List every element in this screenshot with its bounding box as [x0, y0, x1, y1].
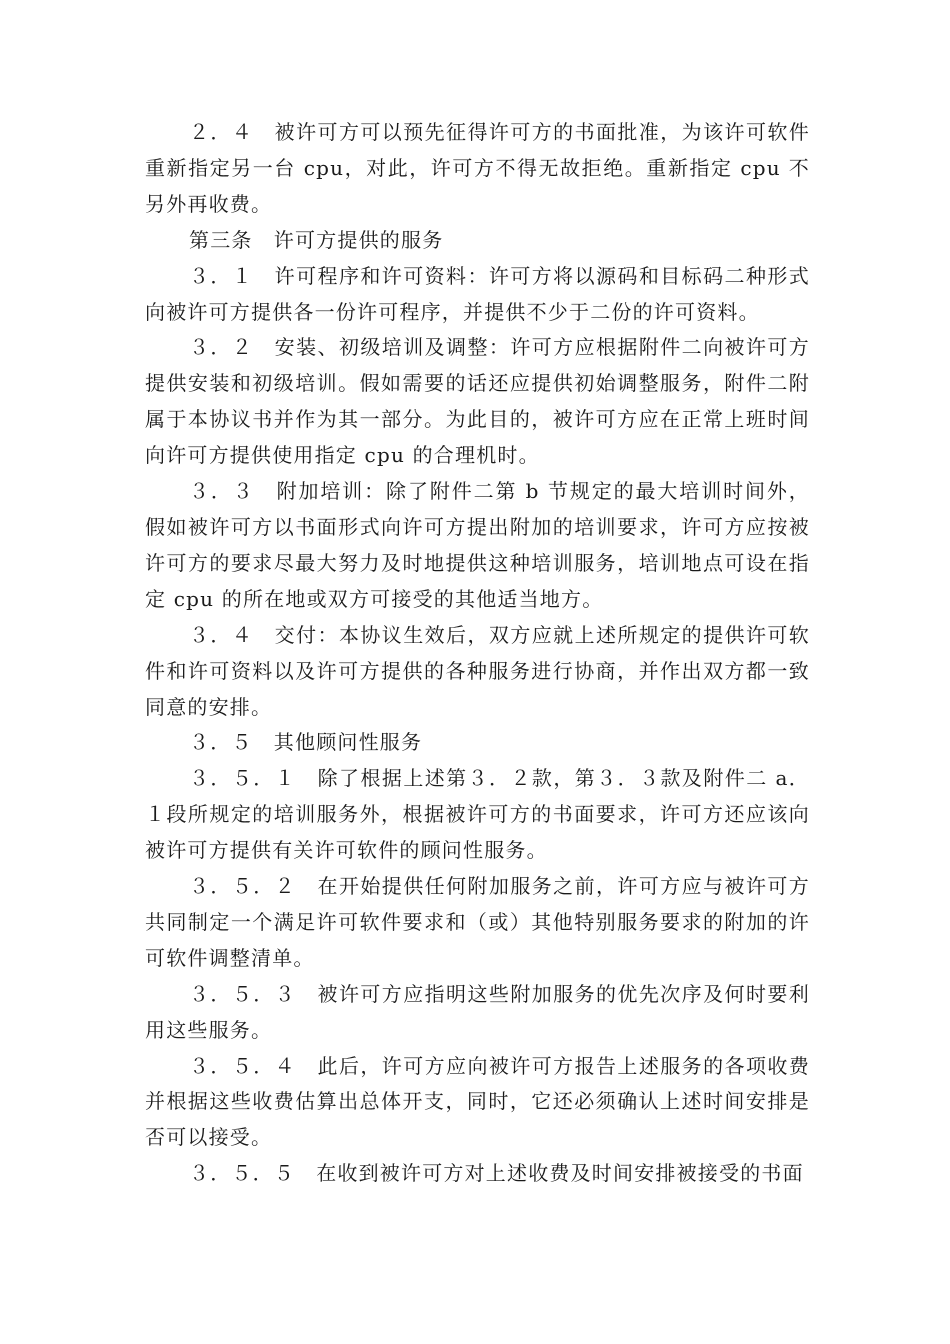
paragraph-3-5-2: ３．５．２ 在开始提供任何附加服务之前，许可方应与被许可方共同制定一个满足许可软件要求和（或）其他特别服务要求的附加的许可软件调整清单。	[145, 874, 810, 970]
paragraph-3-5-heading: ３．５ 其他顾问性服务	[189, 730, 423, 755]
paragraph-3-5-3: ３．５．３ 被许可方应指明这些附加服务的优先次序及何时要利用这些服务。	[145, 981, 810, 1042]
paragraph-3-5-1: ３．５．１ 除了根据上述第３．２款，第３．３款及附件二 a．１段所规定的培训服务外，根据被许可方的书面要求，许可方还应该向被许可方提供有关许可软件的顾问性服务。	[145, 766, 810, 863]
paragraph-3-4: ３．４ 交付：本协议生效后，双方应就上述所规定的提供许可软件和许可资料以及许可方提供的各种服务进行协商，并作出双方都一致同意的安排。	[145, 622, 810, 719]
document-body	[145, 115, 810, 1192]
paragraph-3-5-4: ３．５．４ 此后，许可方应向被许可方报告上述服务的各项收费并根据这些收费估算出总体开支，同时，它还必须确认上述时间安排是否可以接受。	[145, 1053, 810, 1150]
paragraph-3-1: ３．１ 许可程序和许可资料：许可方将以源码和目标码二种形式向被许可方提供各一份许可程序，并提供不少于二份的许可资料。	[145, 263, 810, 324]
paragraph-3-3: ３．３ 附加培训：除了附件二第 b 节规定的最大培训时间外，假如被许可方以书面形式向许可方提出附加的培训要求，许可方应按被许可方的要求尽最大努力及时地提供这种培训服务，培训地点可设在指定 cpu 的所在地或双方可接受的其他适当地方。	[145, 479, 810, 611]
paragraph-3-2: ３．２ 安装、初级培训及调整：许可方应根据附件二向被许可方提供安装和初级培训。假如需要的话还应提供初始调整服务，附件二附属于本协议书并作为其一部分。为此目的，被许可方应在正常上班时间向许可方提供使用指定 cpu 的合理机时。	[145, 335, 810, 468]
section-heading-article-3: 第三条 许可方提供的服务	[189, 227, 444, 252]
paragraph-3-5-5: ３．５．５ 在收到被许可方对上述收费及时间安排被接受的书面	[189, 1161, 804, 1186]
paragraph-2-4: ２．４ 被许可方可以预先征得许可方的书面批准，为该许可软件重新指定另一台 cpu，对此，许可方不得无故拒绝。重新指定 cpu 不另外再收费。	[145, 120, 810, 216]
